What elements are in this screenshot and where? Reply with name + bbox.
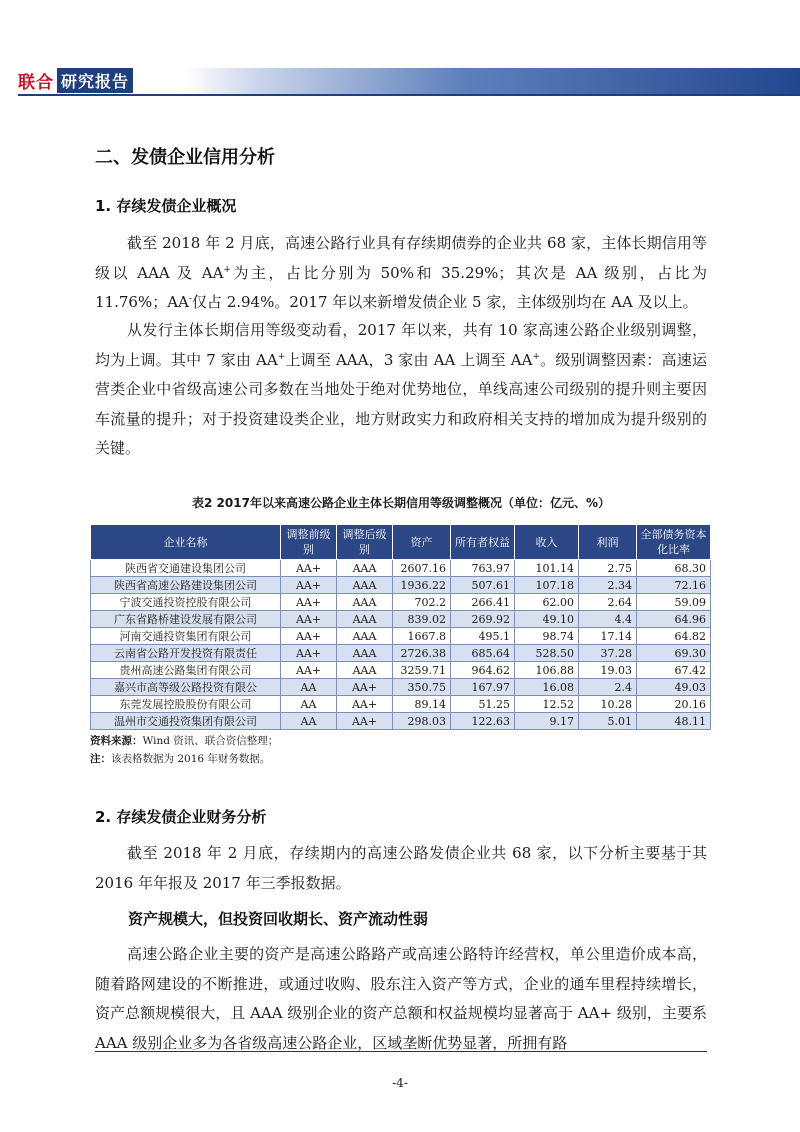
col-header-rating-before: 调整前级别 xyxy=(281,525,337,560)
table-caption: 表2 2017年以来高速公路企业主体长期信用等级调整概况（单位：亿元、%） xyxy=(192,496,610,510)
cell-assets: 839.02 xyxy=(393,611,451,628)
cell-company: 嘉兴市高等级公路投资有限公 xyxy=(91,679,281,696)
cell-equity: 964.62 xyxy=(451,662,515,679)
cell-assets: 3259.71 xyxy=(393,662,451,679)
cell-rating-after: AAA xyxy=(337,628,393,645)
table-data-note: 注：该表格数据为 2016 年财务数据。 xyxy=(90,753,271,765)
cell-equity: 495.1 xyxy=(451,628,515,645)
cell-debt-ratio: 59.09 xyxy=(637,594,711,611)
cell-debt-ratio: 64.96 xyxy=(637,611,711,628)
cell-profit: 2.4 xyxy=(579,679,637,696)
col-header-profit: 利润 xyxy=(579,525,637,560)
cell-debt-ratio: 72.16 xyxy=(637,577,711,594)
cell-debt-ratio: 67.42 xyxy=(637,662,711,679)
table-row xyxy=(91,577,711,594)
col-header-revenue: 收入 xyxy=(515,525,579,560)
cell-rating-before: AA xyxy=(281,696,337,713)
cell-rating-after: AAA xyxy=(337,645,393,662)
cell-debt-ratio: 49.03 xyxy=(637,679,711,696)
overview-paragraph-1: 截至 2018 年 2 月底，高速公路行业具有存续期债券的企业共 68 家，主体长期信用等级以 AAA 及 AA+为主，占比分别为 50%和 35.29%；其次是 AA 级别，占比为 11.76%；AA-仅占 2.94%。2017 年以来新增发债企业 5 家，主体级别均在 AA 及以上。 xyxy=(95,234,708,311)
header-rule xyxy=(18,94,800,96)
cell-equity: 269.92 xyxy=(451,611,515,628)
cell-company: 广东省路桥建设发展有限公司 xyxy=(91,611,281,628)
report-header xyxy=(0,62,800,96)
cell-rating-before: AA xyxy=(281,713,337,730)
cell-profit: 4.4 xyxy=(579,611,637,628)
cell-rating-after: AA+ xyxy=(337,713,393,730)
cell-profit: 19.03 xyxy=(579,662,637,679)
cell-company: 宁波交通投资控股有限公司 xyxy=(91,594,281,611)
table-row xyxy=(91,594,711,611)
col-header-rating-after: 调整后级别 xyxy=(337,525,393,560)
cell-assets: 350.75 xyxy=(393,679,451,696)
cell-rating-before: AA+ xyxy=(281,628,337,645)
cell-company: 东莞发展控股股份有限公司 xyxy=(91,696,281,713)
cell-rating-before: AA+ xyxy=(281,611,337,628)
header-gradient-bar xyxy=(185,68,800,94)
cell-rating-before: AA+ xyxy=(281,662,337,679)
rating-adjustment-table xyxy=(90,524,711,730)
cell-company: 贵州高速公路集团有限公司 xyxy=(91,662,281,679)
cell-profit: 2.75 xyxy=(579,560,637,577)
table-row xyxy=(91,696,711,713)
finance-paragraph-2: 高速公路企业主要的资产是高速公路路产或高速公路特许经营权，单公里造价成本高，随着路网建设的不断推进，或通过收购、股东注入资产等方式，企业的通车里程持续增长，资产总额规模很大，且 AAA 级别企业的资产总额和权益规模均显著高于 AA+ 级别，主要系 AAA 级别企业多为各省级高速公路企业，区域垄断优势显著，所拥有路 xyxy=(95,945,707,1052)
section-title: 二、发债企业信用分析 xyxy=(95,147,275,168)
cell-rating-after: AAA xyxy=(337,662,393,679)
cell-rating-before: AA+ xyxy=(281,645,337,662)
cell-equity: 122.63 xyxy=(451,713,515,730)
col-header-debt-ratio: 全部债务资本化比率 xyxy=(637,525,711,560)
col-header-assets: 资产 xyxy=(393,525,451,560)
table-row xyxy=(91,645,711,662)
cell-equity: 685.64 xyxy=(451,645,515,662)
cell-equity: 763.97 xyxy=(451,560,515,577)
cell-equity: 507.61 xyxy=(451,577,515,594)
table-row xyxy=(91,611,711,628)
col-header-company: 企业名称 xyxy=(91,525,281,560)
table-source-note: 资料来源：Wind 资讯、联合资信整理； xyxy=(90,735,279,747)
cell-assets: 2726.38 xyxy=(393,645,451,662)
cell-rating-before: AA+ xyxy=(281,560,337,577)
subsection-title-overview: 1. 存续发债企业概况 xyxy=(95,197,237,215)
subsection-title-finance: 2. 存续发债企业财务分析 xyxy=(95,808,267,826)
cell-rating-before: AA+ xyxy=(281,594,337,611)
cell-equity: 167.97 xyxy=(451,679,515,696)
col-header-equity: 所有者权益 xyxy=(451,525,515,560)
cell-revenue: 62.00 xyxy=(515,594,579,611)
cell-equity: 51.25 xyxy=(451,696,515,713)
cell-rating-before: AA+ xyxy=(281,577,337,594)
table-row xyxy=(91,628,711,645)
cell-revenue: 528.50 xyxy=(515,645,579,662)
cell-revenue: 12.52 xyxy=(515,696,579,713)
table-row xyxy=(91,662,711,679)
cell-profit: 17.14 xyxy=(579,628,637,645)
brand-name: 联合 xyxy=(18,72,54,93)
cell-assets: 89.14 xyxy=(393,696,451,713)
cell-company: 温州市交通投资集团有限公司 xyxy=(91,713,281,730)
cell-profit: 2.34 xyxy=(579,577,637,594)
cell-debt-ratio: 64.82 xyxy=(637,628,711,645)
cell-debt-ratio: 69.30 xyxy=(637,645,711,662)
cell-equity: 266.41 xyxy=(451,594,515,611)
cell-assets: 2607.16 xyxy=(393,560,451,577)
cell-rating-before: AA xyxy=(281,679,337,696)
table-row xyxy=(91,560,711,577)
cell-assets: 298.03 xyxy=(393,713,451,730)
cell-assets: 1936.22 xyxy=(393,577,451,594)
brand-report-label: 研究报告 xyxy=(57,68,133,93)
cell-revenue: 16.08 xyxy=(515,679,579,696)
cell-revenue: 106.88 xyxy=(515,662,579,679)
cell-revenue: 49.10 xyxy=(515,611,579,628)
table-header-row xyxy=(91,525,711,560)
cell-assets: 1667.8 xyxy=(393,628,451,645)
cell-revenue: 101.14 xyxy=(515,560,579,577)
cell-rating-after: AAA xyxy=(337,611,393,628)
finance-heading: 资产规模大，但投资回收期长、资产流动性弱 xyxy=(128,910,429,928)
cell-revenue: 98.74 xyxy=(515,628,579,645)
cell-rating-after: AAA xyxy=(337,560,393,577)
cell-debt-ratio: 20.16 xyxy=(637,696,711,713)
cell-profit: 10.28 xyxy=(579,696,637,713)
cell-debt-ratio: 48.11 xyxy=(637,713,711,730)
table-row xyxy=(91,679,711,696)
cell-company: 陕西省交通建设集团公司 xyxy=(91,560,281,577)
cell-profit: 2.64 xyxy=(579,594,637,611)
overview-paragraph-2: 从发行主体长期信用等级变动看，2017 年以来，共有 10 家高速公路企业级别调整，均为上调。其中 7 家由 AA+上调至 AAA，3 家由 AA 上调至 AA+。级别调整因素：高速运营类企业中省级高速公司多数在当地处于绝对优势地位，单线高速公司级别的提升则主要因车流量的提升；对于投资建设类企业，地方财政实力和政府相关支持的增加成为提升级别的关键。 xyxy=(95,321,707,457)
finance-paragraph-clip xyxy=(0,936,800,1053)
brand-logo xyxy=(18,68,133,92)
cell-rating-after: AA+ xyxy=(337,696,393,713)
cell-profit: 37.28 xyxy=(579,645,637,662)
cell-company: 陕西省高速公路建设集团公司 xyxy=(91,577,281,594)
cell-company: 河南交通投资集团有限公司 xyxy=(91,628,281,645)
cell-revenue: 107.18 xyxy=(515,577,579,594)
cell-rating-after: AAA xyxy=(337,594,393,611)
page-number: -4- xyxy=(392,1076,408,1090)
cell-profit: 5.01 xyxy=(579,713,637,730)
cell-debt-ratio: 68.30 xyxy=(637,560,711,577)
finance-paragraph-1: 截至 2018 年 2 月底，存续期内的高速公路发债企业共 68 家，以下分析主要基于其 2016 年年报及 2017 年三季报数据。 xyxy=(95,844,707,892)
cell-revenue: 9.17 xyxy=(515,713,579,730)
cell-assets: 702.2 xyxy=(393,594,451,611)
footer-rule xyxy=(95,1051,707,1052)
cell-company: 云南省公路开发投资有限责任 xyxy=(91,645,281,662)
cell-rating-after: AAA xyxy=(337,577,393,594)
table-row xyxy=(91,713,711,730)
cell-rating-after: AA+ xyxy=(337,679,393,696)
